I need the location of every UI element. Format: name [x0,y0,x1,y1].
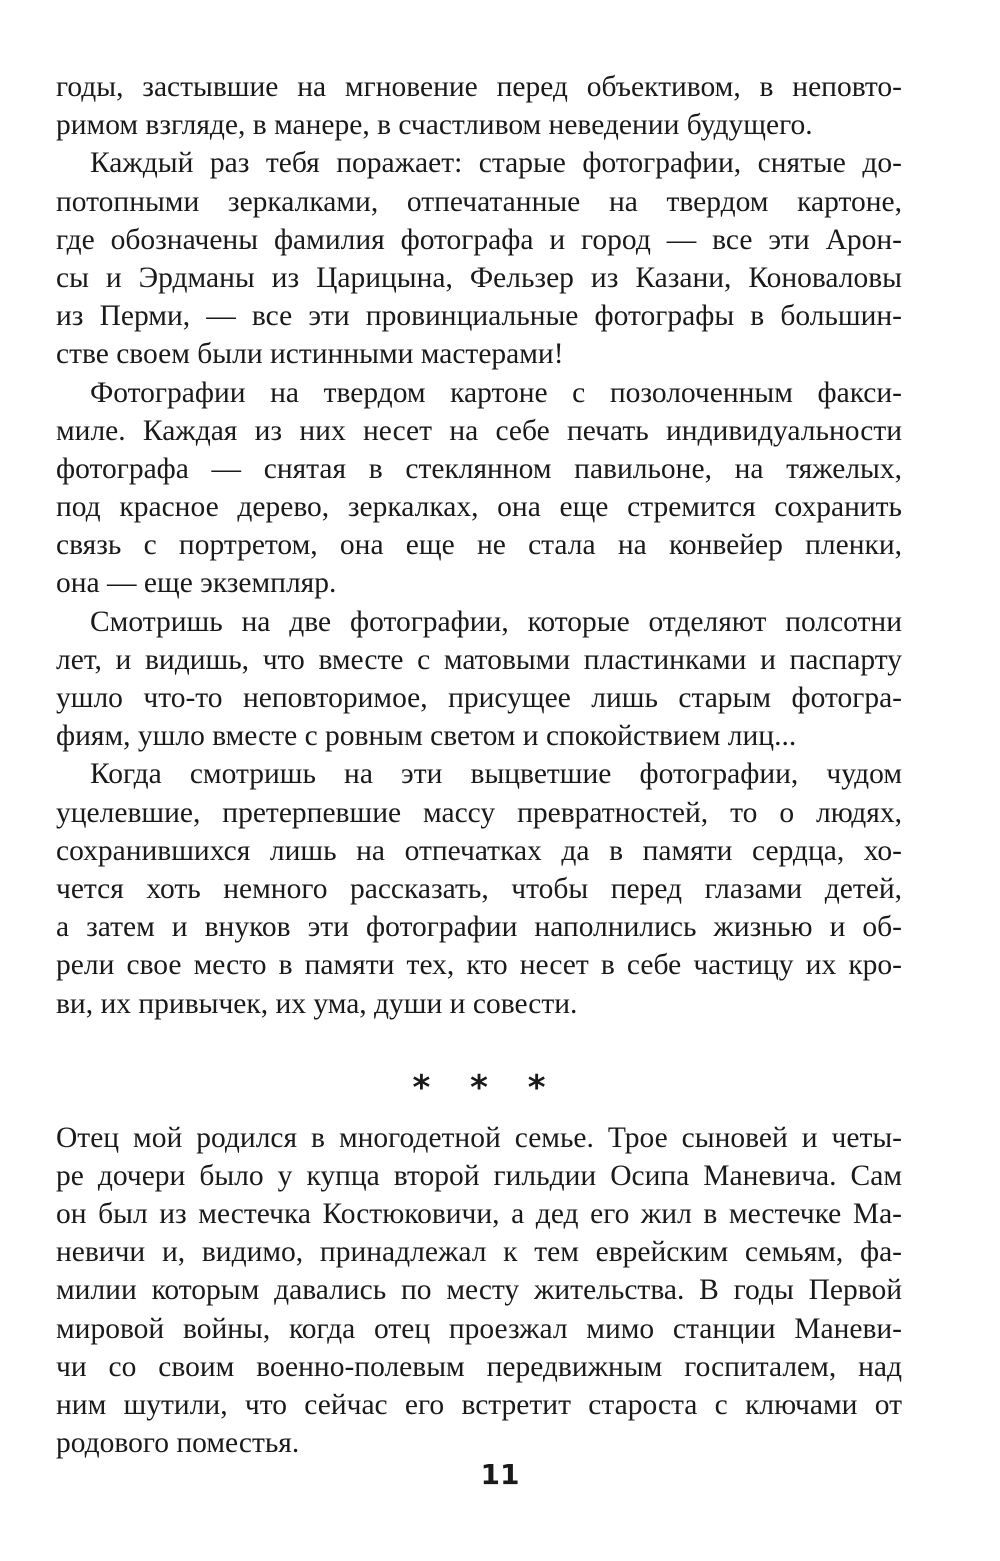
text-line: потопными зеркалками, отпечатанные на твердом картоне, [56,185,902,218]
text-line: ре дочери было у купца второй гильдии Осипа Маневича. Сам [56,1159,902,1192]
paragraph-2 [56,144,902,373]
text-line: она — еще экземпляр. [56,567,337,600]
paragraph-5 [56,755,902,1022]
paragraph-6 [56,1119,902,1463]
text-line: римом взгляде, в манере, в счастливом неведении будущего. [56,109,813,142]
text-line: чется хоть немного рассказать, чтобы перед глазами детей, [56,872,902,905]
text-line: он был из местечка Костюковичи, а дед его жил в местечке Ма- [56,1198,902,1231]
text-line: стве своем были истинными мастерами! [56,338,564,371]
text-line: связь с портретом, она еще не стала на конвейер пленки, [56,529,902,562]
text-line: ним шутили, что сейчас его встретит староста с ключами от [56,1389,902,1421]
text-line: Когда смотришь на эти выцветшие фотографии, чудом [90,758,902,791]
text-line: Смотришь на две фотографии, которые отделяют полсотни [90,605,902,638]
text-line: ви, их привычек, их ума, души и совести. [56,987,578,1020]
text-line: Фотографии на твердом картоне с позолоченным факси- [90,376,902,409]
text-line: уцелевшие, претерпевшие массу превратностей, то о людях, [56,796,902,829]
paragraph-4 [56,603,902,756]
text-line: сохранившихся лишь на отпечатках да в памяти сердца, хо- [56,834,902,867]
text-line: невичи и, видимо, принадлежал к тем еврейским семьям, фа- [56,1236,902,1269]
paragraph-1 [56,68,902,144]
text-line: фиям, ушло вместе с ровным светом и спокойствием лиц... [56,720,797,753]
text-line: чи со своим военно-полевым передвижным госпиталем, над [56,1350,902,1383]
text-line: где обозначены фамилия фотографа и город — все эти Арон- [56,223,902,256]
text-line: миле. Каждая из них несет на себе печать индивидуальности [56,414,902,447]
text-line: фотографа — снятая в стеклянном павильоне, на тяжелых, [56,452,902,485]
text-line: годы, застывшие на мгновение перед объективом, в неповто- [56,71,902,103]
text-line: ушло что-то неповторимое, присущее лишь старым фотогра- [56,682,902,714]
text-line: под красное дерево, зеркалках, она еще стремится сохранить [56,491,902,524]
text-line: милии которым давались по месту жительства. В годы Первой [56,1274,902,1307]
text-line: Каждый раз тебя поражает: старые фотографии, снятые до- [90,147,902,180]
page-number: 11 [480,1458,520,1491]
paragraph-3 [56,374,902,603]
text-line: мировой войны, когда отец проезжал мимо станции Маневи- [56,1312,902,1345]
text-line: родового поместья. [56,1427,300,1460]
text-line: сы и Эрдманы из Царицына, Фельзер из Казани, Коноваловы [56,261,902,294]
section-break-asterisks: * * * [412,1067,560,1108]
text-line: из Перми, — все эти провинциальные фотографы в большин- [56,300,902,333]
text-line: Отец мой родился в многодетной семье. Трое сыновей и четы- [56,1121,902,1154]
text-line: а затем и внуков эти фотографии наполнились жизнью и об- [56,911,902,944]
text-line: рели свое место в памяти тех, кто несет в себе частицу их кро- [56,949,902,982]
page-body [56,68,902,1462]
text-line: лет, и видишь, что вместе с матовыми пластинками и паспарту [56,643,902,676]
